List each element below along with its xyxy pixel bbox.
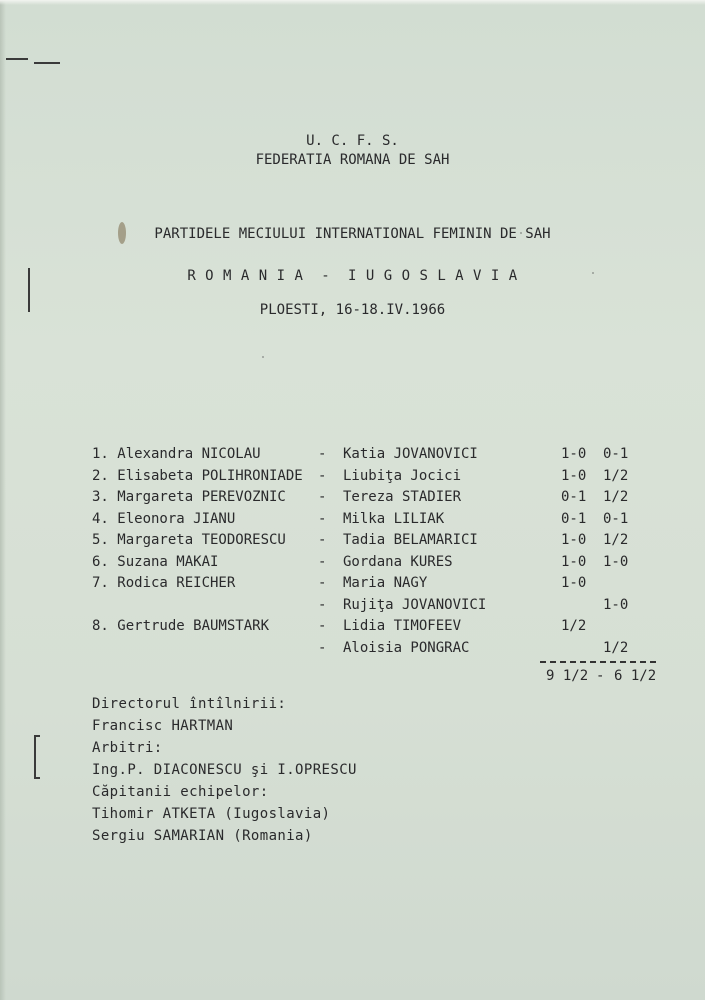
round-1-result: 0-1 bbox=[561, 511, 587, 527]
round-2-result: 0-1 bbox=[603, 446, 629, 462]
home-player: 4. Eleonora JIANU bbox=[92, 511, 236, 527]
away-player: Rujiţa JOVANOVICI bbox=[343, 597, 487, 613]
round-2-result: 1-0 bbox=[603, 554, 629, 570]
left-bracket-mark bbox=[34, 735, 36, 779]
top-left-pen-stroke bbox=[34, 62, 60, 64]
event-title: PARTIDELE MECIULUI INTERNATIONAL FEMININ DE SAH bbox=[154, 226, 551, 242]
table-row bbox=[0, 597, 705, 619]
away-player: Aloisia PONGRAC bbox=[343, 640, 470, 656]
org-abbreviation: U. C. F. S. bbox=[306, 133, 399, 149]
round-2-result: 1/2 bbox=[603, 532, 629, 548]
officials-line: Tihomir ATKETA (Iugoslavia) bbox=[92, 806, 331, 822]
officials-line: Sergiu SAMARIAN (Romania) bbox=[92, 828, 313, 844]
left-bracket-mark bbox=[34, 777, 40, 779]
totals-separator: - bbox=[596, 668, 605, 684]
officials-line: Căpitanii echipelor: bbox=[92, 784, 269, 800]
table-row bbox=[0, 618, 705, 640]
dash-separator: - bbox=[318, 575, 327, 591]
away-player: Milka LILIAK bbox=[343, 511, 445, 527]
dash-separator: - bbox=[318, 618, 327, 634]
officials-line: Francisc HARTMAN bbox=[92, 718, 234, 734]
table-row bbox=[0, 446, 705, 468]
totals-rule bbox=[540, 661, 656, 663]
round-2-result: 1-0 bbox=[603, 597, 629, 613]
round-2-result: 1/2 bbox=[603, 640, 629, 656]
dash-separator: - bbox=[318, 468, 327, 484]
federation-name: FEDERATIA ROMANA DE SAH bbox=[255, 152, 450, 168]
dash-separator: - bbox=[318, 532, 327, 548]
dash-separator: - bbox=[318, 489, 327, 505]
round-1-result: 1-0 bbox=[561, 554, 587, 570]
away-player: Liubiţa Jocici bbox=[343, 468, 462, 484]
away-player: Maria NAGY bbox=[343, 575, 428, 591]
dash-separator: - bbox=[318, 446, 327, 462]
dash-separator: - bbox=[318, 597, 327, 613]
match-title: R O M A N I A - I U G O S L A V I A bbox=[187, 268, 518, 284]
home-player: 8. Gertrude BAUMSTARK bbox=[92, 618, 270, 634]
away-player: Lidia TIMOFEEV bbox=[343, 618, 462, 634]
away-total: 6 1/2 bbox=[614, 668, 657, 684]
left-bracket-mark bbox=[34, 735, 40, 737]
round-1-result: 1-0 bbox=[561, 532, 587, 548]
table-row bbox=[0, 575, 705, 597]
away-player: Katia JOVANOVICI bbox=[343, 446, 478, 462]
table-row bbox=[0, 554, 705, 576]
home-player: 1. Alexandra NICOLAU bbox=[92, 446, 261, 462]
table-row bbox=[0, 468, 705, 490]
round-1-result: 0-1 bbox=[561, 489, 587, 505]
home-player: 3. Margareta PEREVOZNIC bbox=[92, 489, 286, 505]
paper-speck bbox=[262, 356, 264, 358]
away-player: Tadia BELAMARICI bbox=[343, 532, 478, 548]
home-player: 7. Rodica REICHER bbox=[92, 575, 236, 591]
officials-line: Arbitri: bbox=[92, 740, 163, 756]
dash-separator: - bbox=[318, 511, 327, 527]
home-total: 9 1/2 bbox=[546, 668, 589, 684]
round-1-result: 1-0 bbox=[561, 575, 587, 591]
table-row bbox=[0, 489, 705, 511]
paper-top-edge bbox=[0, 0, 705, 5]
home-player: 6. Suzana MAKAI bbox=[92, 554, 219, 570]
dash-separator: - bbox=[318, 640, 327, 656]
round-2-result: 1/2 bbox=[603, 489, 629, 505]
table-row bbox=[0, 532, 705, 554]
home-player: 2. Elisabeta POLIHRONIADE bbox=[92, 468, 303, 484]
round-1-result: 1-0 bbox=[561, 468, 587, 484]
officials-line: Directorul întîlnirii: bbox=[92, 696, 287, 712]
round-1-result: 1-0 bbox=[561, 446, 587, 462]
dash-separator: - bbox=[318, 554, 327, 570]
home-player: 5. Margareta TEODORESCU bbox=[92, 532, 286, 548]
away-player: Tereza STADIER bbox=[343, 489, 462, 505]
away-player: Gordana KURES bbox=[343, 554, 453, 570]
round-1-result: 1/2 bbox=[561, 618, 587, 634]
round-2-result: 0-1 bbox=[603, 511, 629, 527]
round-2-result: 1/2 bbox=[603, 468, 629, 484]
table-row bbox=[0, 640, 705, 662]
top-left-pen-stroke bbox=[6, 58, 28, 60]
place-date: PLOESTI, 16-18.IV.1966 bbox=[259, 302, 446, 318]
table-row bbox=[0, 511, 705, 533]
officials-line: Ing.P. DIACONESCU şi I.OPRESCU bbox=[92, 762, 357, 778]
